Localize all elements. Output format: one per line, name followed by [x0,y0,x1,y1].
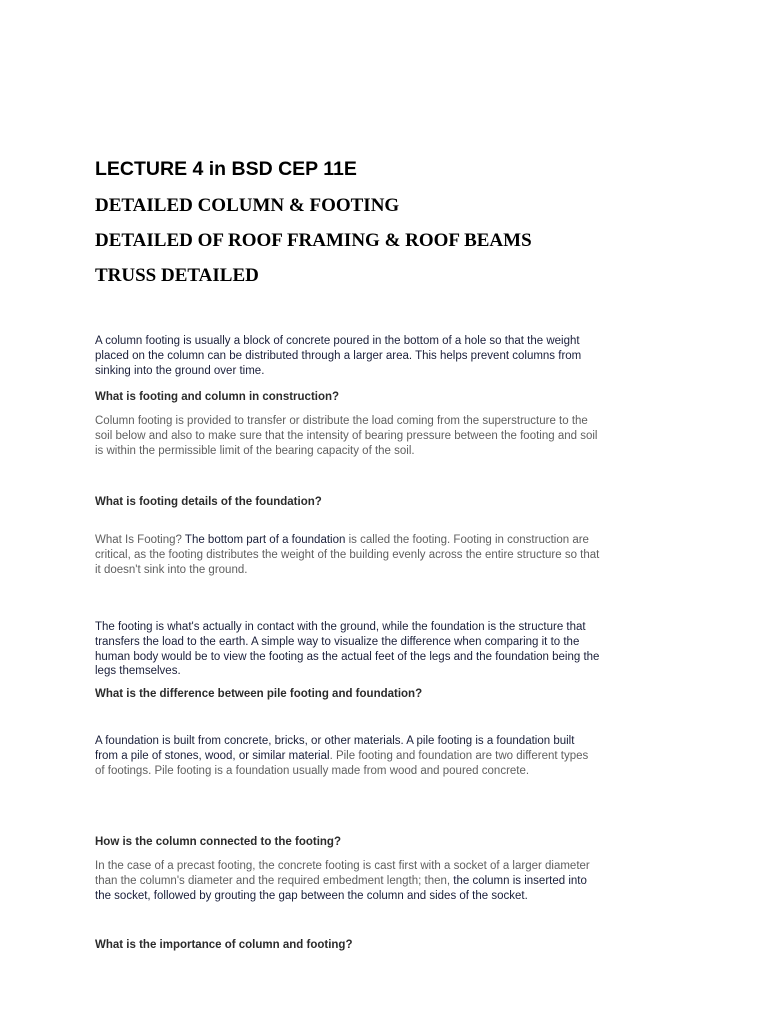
answer-pile-footing [95,734,600,778]
question-importance: What is the importance of column and footing? [95,939,353,951]
heading-roof-framing: DETAILED OF ROOF FRAMING & ROOF BEAMS [95,230,532,251]
answer-footing-details [95,533,600,577]
intro-paragraph: A column footing is usually a block of concrete poured in the bottom of a hole so that the weight placed on the column can be distributed through a larger area. This helps prevent columns from sinking into the ground over time. [95,335,582,377]
heading-column-footing: DETAILED COLUMN & FOOTING [95,195,400,216]
question-column-connection: How is the column connected to the footing? [95,836,341,848]
answer-footing-details-rest: is called the footing. Footing in construction are critical, as the footing distributes the weight of the building evenly across the entire structure so that it doesn't sink into the ground. [95,534,600,576]
answer-column-connection-lead: In the case of a precast footing, the concrete footing is cast first with a socket of a larger diameter than the column's diameter and the required embedment length; then, [95,860,590,887]
question-pile-footing: What is the difference between pile footing and foundation? [95,688,423,700]
question-footing-column: What is footing and column in construction? [95,391,340,403]
lecture-title: LECTURE 4 in BSD CEP 11E [95,158,357,180]
answer-pile-footing-highlight: A foundation is built from concrete, bricks, or other materials. A pile footing is a foundation built from a pile of stones, wood, or similar material [95,735,575,762]
answer-footing-column: Column footing is provided to transfer or distribute the load coming from the superstructure to the soil below and also to make sure that the intensity of bearing pressure between the footing and soil is within the permissible limit of the bearing capacity of the soil. [95,415,598,457]
answer-footing-details-highlight: The bottom part of a foundation [184,534,346,546]
footing-vs-foundation-paragraph: The footing is what's actually in contact with the ground, while the foundation is the structure that transfers the load to the earth. A simple way to visualize the difference when comparing it to the human body would be to view the footing as the actual feet of the legs and the foundation being the legs themselves. [95,621,600,678]
question-footing-details: What is footing details of the foundation? [95,496,322,508]
answer-column-connection-end: . [524,889,528,902]
answer-pile-footing-rest: . Pile footing and foundation are two different types of footings. Pile footing is a foundation usually made from wood and poured concrete. [95,749,589,777]
answer-column-connection-highlight: the column is inserted into the socket, followed by grouting the gap between the column and sides of the socket [95,874,587,902]
answer-column-connection [95,859,600,903]
answer-footing-details-lead: What Is Footing? [95,534,185,546]
heading-truss: TRUSS DETAILED [95,265,259,286]
